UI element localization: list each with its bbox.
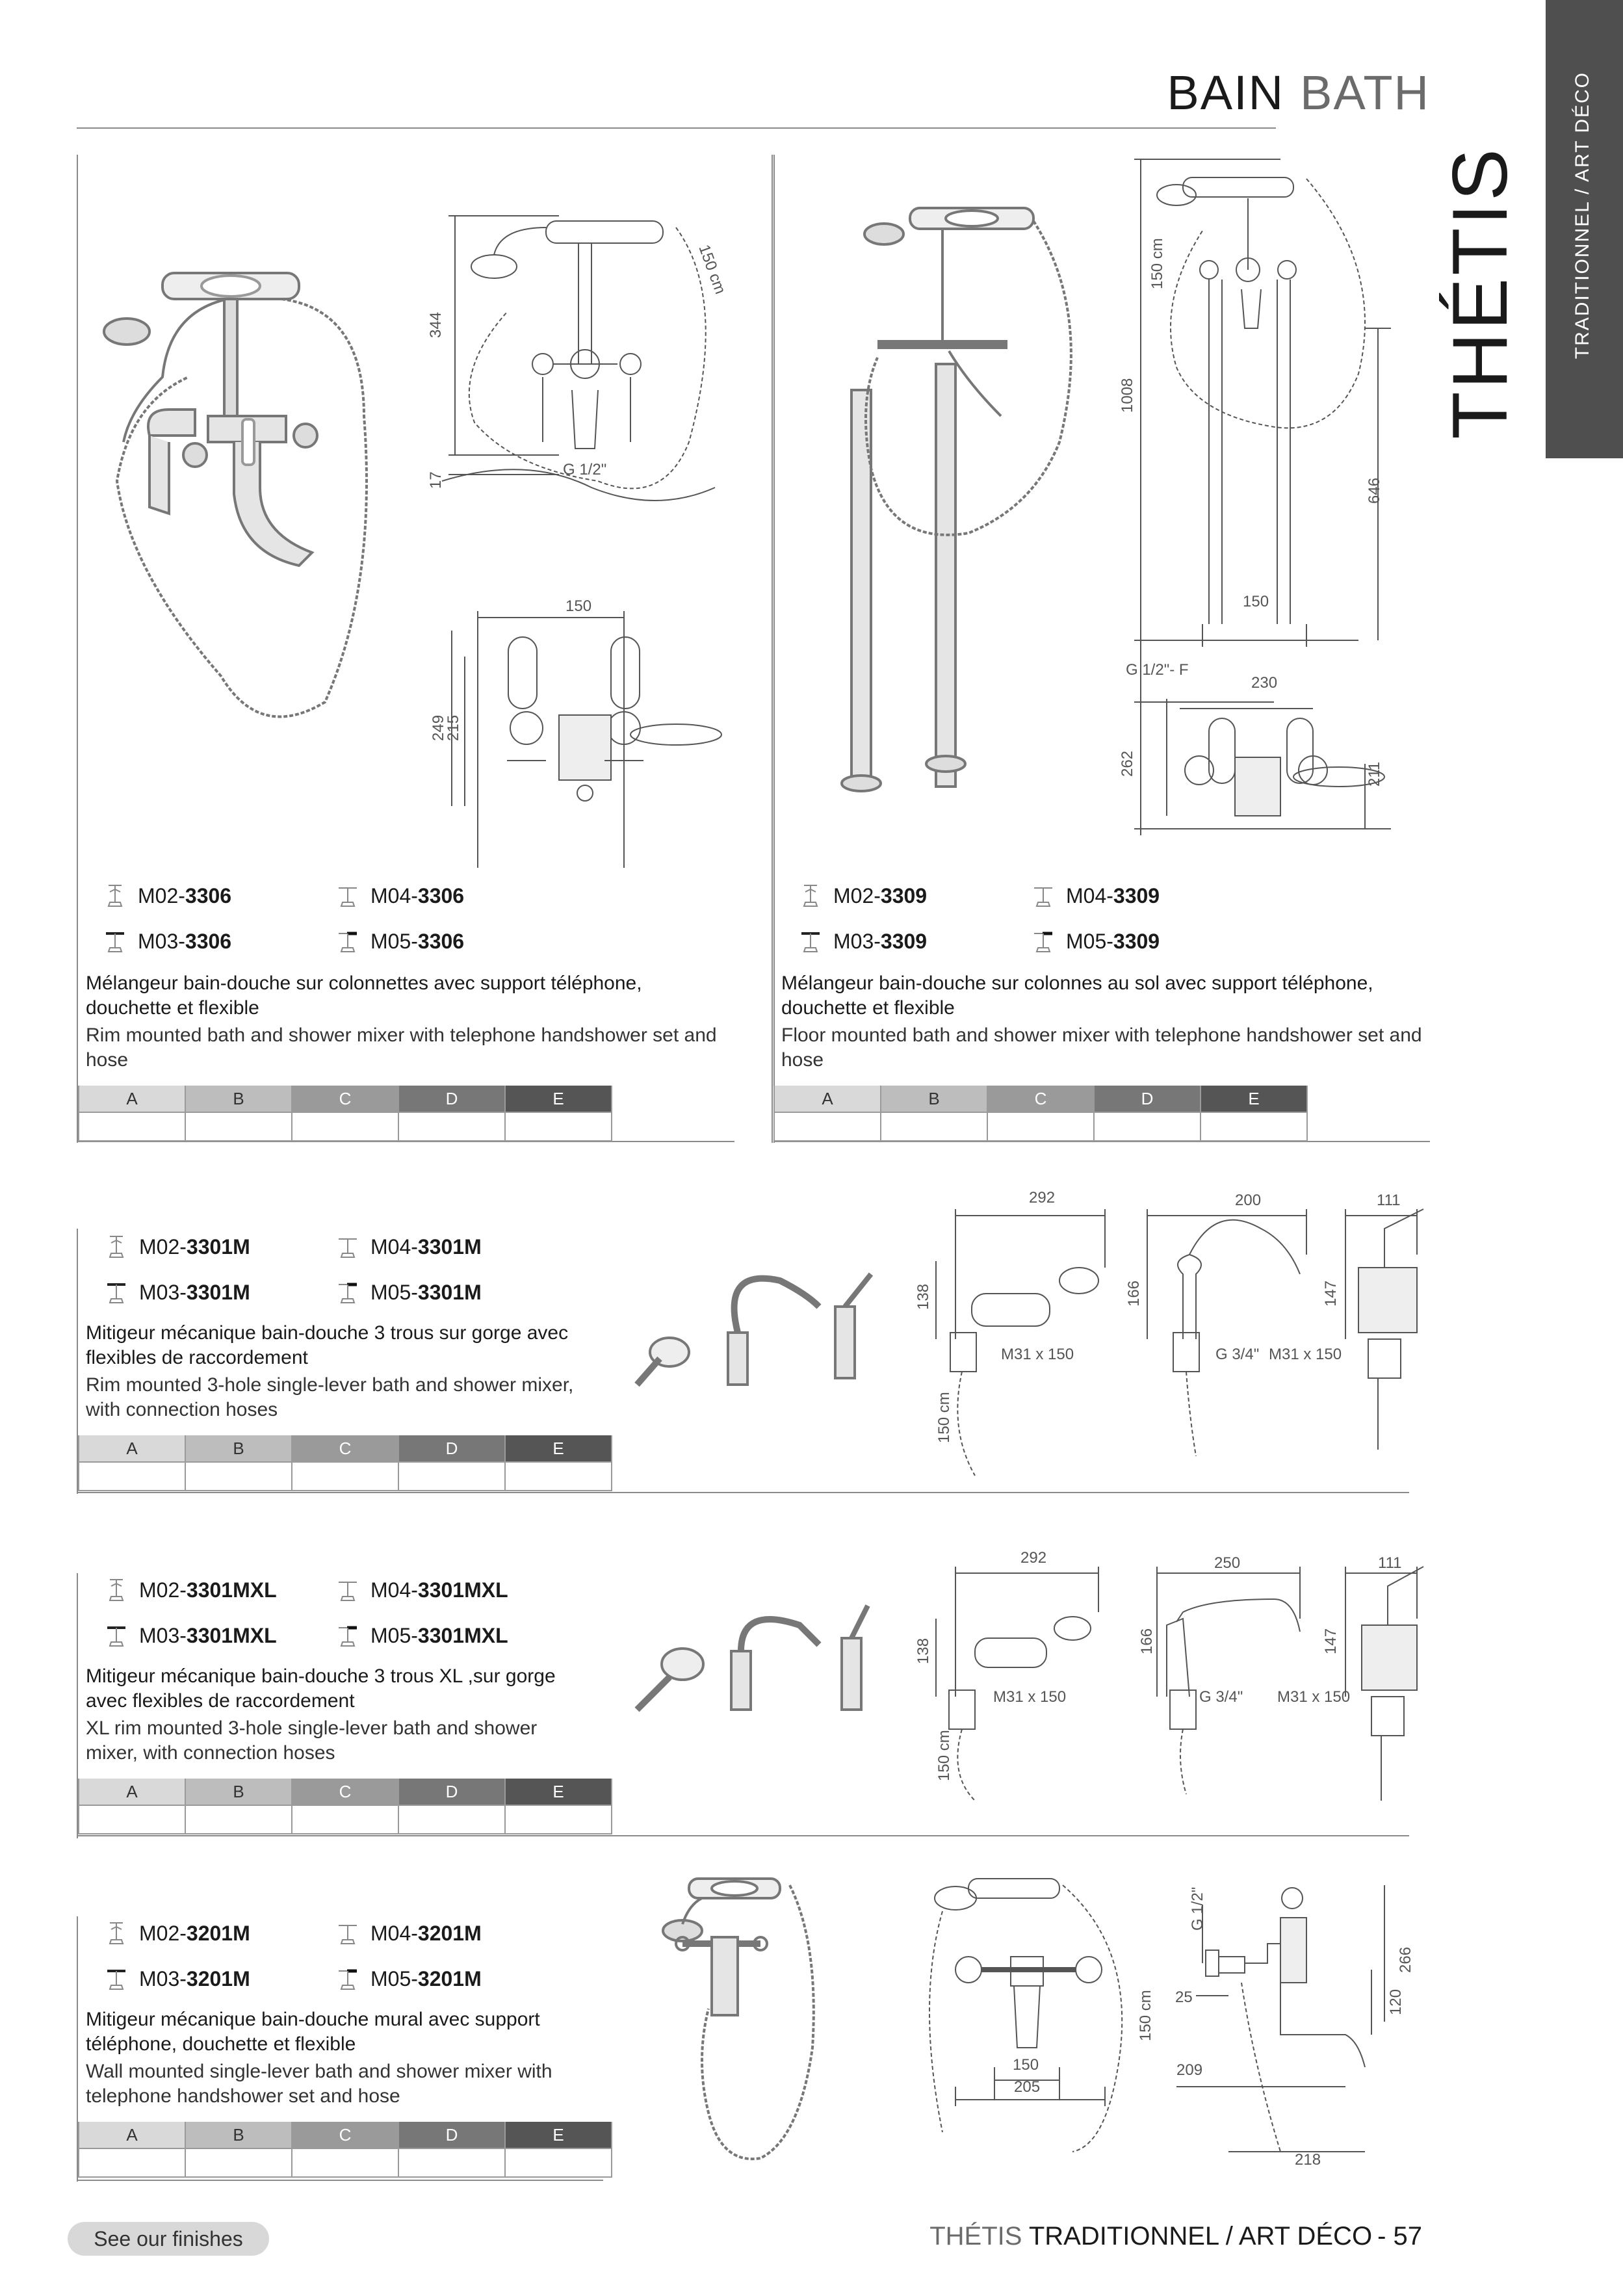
dim-m31: M31 x 150 xyxy=(1001,1346,1074,1363)
header-divider xyxy=(77,127,1276,129)
dim-147: 147 xyxy=(1322,1628,1340,1654)
code-m02: M02- 3306 xyxy=(104,883,231,909)
dim-150: 150 xyxy=(1013,2056,1039,2074)
dim-150: 150 xyxy=(1243,593,1269,610)
dim-m31b: M31 x 150 xyxy=(1277,1688,1351,1706)
code-m04: M04- 3301M xyxy=(337,1234,482,1260)
finish-icon-dark-lever xyxy=(104,928,126,954)
tech-drawing-3301m xyxy=(910,1183,1436,1482)
dim-646: 646 xyxy=(1366,477,1383,504)
dim-250: 250 xyxy=(1214,1554,1241,1572)
dim-200: 200 xyxy=(1235,1192,1262,1209)
product-codes-3301m xyxy=(105,1234,482,1325)
dim-166: 166 xyxy=(1125,1280,1143,1307)
finish-icon-lever xyxy=(337,1577,359,1603)
divider xyxy=(77,155,78,1143)
desc-fr: Mitigeur mécanique bain-douche 3 trous XL ,sur gorge avec flexibles de raccordement xyxy=(86,1665,556,1712)
code-m03: M03- 3306 xyxy=(104,928,231,954)
see-finishes-button[interactable]: See our finishes xyxy=(68,2222,269,2256)
dim-166: 166 xyxy=(1138,1628,1156,1654)
description-3301mxl xyxy=(86,1664,593,1766)
code-m04: M04- 3306 xyxy=(337,883,464,909)
dim-211: 211 xyxy=(1366,761,1383,787)
finish-icon-lever xyxy=(1032,883,1054,909)
side-tab-label: TRADITIONNEL / ART DÉCO xyxy=(1572,72,1593,359)
dim-150cm: 150 cm xyxy=(935,1392,953,1443)
finish-icon-dark-lever xyxy=(105,1623,127,1649)
finish-icon-chrome xyxy=(104,883,126,909)
code-m04: M04- 3301MXL xyxy=(337,1577,508,1603)
divider xyxy=(772,155,773,1143)
tech-drawing-3301mxl xyxy=(910,1541,1436,1814)
dim-m31: M31 x 150 xyxy=(993,1688,1067,1706)
desc-fr: Mitigeur mécanique bain-douche mural avec support téléphone, douchette et flexible xyxy=(86,2009,540,2055)
finish-icon-black-lever xyxy=(337,928,359,954)
finish-icon-lever xyxy=(337,1920,359,1946)
finish-icon-black-lever xyxy=(337,1279,359,1305)
dim-205: 205 xyxy=(1014,2078,1041,2096)
product-photo-3309 xyxy=(838,195,1098,819)
product-codes-3306 xyxy=(104,883,465,974)
dim-215: 215 xyxy=(445,714,462,741)
desc-fr: Mitigeur mécanique bain-douche 3 trous sur gorge avec flexibles de raccordement xyxy=(86,1322,569,1368)
divider xyxy=(77,1492,1409,1493)
finish-icon-black-lever xyxy=(337,1623,359,1649)
page-title xyxy=(1105,65,1430,120)
dim-150cm: 150 cm xyxy=(1149,238,1166,289)
code-m02: M02- 3301MXL xyxy=(105,1577,277,1603)
dim-150: 150 xyxy=(565,597,592,615)
dim-g12: G 1/2" xyxy=(1189,1886,1206,1931)
finish-icon-chrome xyxy=(105,1577,127,1603)
product-photo-3201m xyxy=(650,1866,884,2204)
dim-218: 218 xyxy=(1295,2151,1321,2169)
finish-icon-dark-lever xyxy=(799,928,822,954)
dim-1008: 1008 xyxy=(1119,378,1136,413)
desc-en: Wall mounted single-lever bath and shower mixer with telephone handshower set and hose xyxy=(86,2061,552,2107)
dim-g12: G 1/2" xyxy=(563,461,607,478)
code-m03: M03- 3201M xyxy=(105,1966,250,1992)
code-m05: M05- 3201M xyxy=(337,1966,482,1992)
description-3306 xyxy=(86,971,729,1073)
code-m03: M03- 3301M xyxy=(105,1279,250,1305)
finish-icon-black-lever xyxy=(337,1966,359,1992)
footer-collection: TRADITIONNEL / ART DÉCO xyxy=(1028,2222,1373,2250)
description-3201m xyxy=(86,2007,593,2109)
code-m05: M05- 3309 xyxy=(1032,928,1160,954)
dim-230: 230 xyxy=(1251,674,1278,692)
dim-262: 262 xyxy=(1119,750,1136,777)
title-en: BATH xyxy=(1300,66,1430,120)
code-m02: M02- 3301M xyxy=(105,1234,250,1260)
desc-fr: Mélangeur bain-douche sur colonnettes avec support téléphone, douchette et flexible xyxy=(86,972,642,1019)
product-photo-3301m xyxy=(611,1255,884,1404)
product-photo-3301mxl xyxy=(611,1586,884,1729)
code-m05: M05- 3301M xyxy=(337,1279,482,1305)
tech-drawing-3201m xyxy=(916,1872,1423,2171)
dim-17: 17 xyxy=(427,471,445,489)
dim-147: 147 xyxy=(1322,1280,1340,1307)
description-3301m xyxy=(86,1321,593,1422)
tech-drawing-3309 xyxy=(1118,153,1423,842)
dim-150cm: 150 cm xyxy=(1137,1990,1154,2041)
code-m02: M02- 3309 xyxy=(799,883,927,909)
finish-table: A B C D E xyxy=(78,1779,612,1834)
finish-table: A B C D E xyxy=(78,2122,612,2178)
brand-vertical: THÉTIS xyxy=(1436,146,1524,439)
dim-138: 138 xyxy=(915,1283,932,1310)
dim-120: 120 xyxy=(1387,1989,1405,2015)
finish-icon-lever xyxy=(337,883,359,909)
dim-138: 138 xyxy=(915,1637,932,1664)
tech-drawing-3306 xyxy=(429,208,734,806)
finish-icon-chrome xyxy=(105,1920,127,1946)
product-codes-3309 xyxy=(799,883,1160,974)
finish-icon-lever xyxy=(337,1234,359,1260)
dim-111: 111 xyxy=(1377,1192,1401,1209)
code-m03: M03- 3309 xyxy=(799,928,927,954)
code-m03: M03- 3301MXL xyxy=(105,1623,277,1649)
desc-en: Floor mounted bath and shower mixer with telephone handshower set and hose xyxy=(781,1024,1422,1071)
dim-209: 209 xyxy=(1176,2061,1203,2079)
dim-292: 292 xyxy=(1020,1549,1047,1567)
desc-en: XL rim mounted 3-hole single-lever bath and shower mixer, with connection hoses xyxy=(86,1717,538,1764)
dim-344: 344 xyxy=(427,311,445,338)
dim-150cm: 150 cm xyxy=(935,1730,953,1781)
dim-g12f: G 1/2"- F xyxy=(1126,661,1189,679)
code-m05: M05- 3306 xyxy=(337,928,464,954)
dim-266: 266 xyxy=(1397,1946,1414,1973)
product-codes-3201m xyxy=(105,1920,482,2011)
dim-g34: G 3/4" xyxy=(1199,1688,1243,1706)
dim-g34: G 3/4" xyxy=(1215,1346,1260,1363)
desc-fr: Mélangeur bain-douche sur colonnes au sol avec support téléphone, douchette et flexible xyxy=(781,972,1373,1019)
divider xyxy=(77,2180,603,2181)
code-m05: M05- 3301MXL xyxy=(337,1623,508,1649)
code-m04: M04- 3201M xyxy=(337,1920,482,1946)
finish-table: A B C D E xyxy=(78,1086,612,1141)
finish-icon-chrome xyxy=(799,883,822,909)
dim-25: 25 xyxy=(1175,1989,1193,2006)
page-number: - 57 xyxy=(1377,2222,1422,2250)
divider xyxy=(773,155,775,1143)
desc-en: Rim mounted 3-hole single-lever bath and shower mixer, with connection hoses xyxy=(86,1374,574,1420)
page-footer xyxy=(845,2222,1422,2251)
dim-249: 249 xyxy=(430,714,447,741)
code-m04: M04- 3309 xyxy=(1032,883,1160,909)
side-tab xyxy=(1546,0,1623,458)
dim-111: 111 xyxy=(1378,1554,1402,1572)
code-m02: M02- 3201M xyxy=(105,1920,250,1946)
description-3309 xyxy=(781,971,1425,1073)
finish-icon-black-lever xyxy=(1032,928,1054,954)
finish-icon-dark-lever xyxy=(105,1966,127,1992)
dim-292: 292 xyxy=(1029,1189,1056,1207)
product-codes-3301mxl xyxy=(105,1577,508,1668)
desc-en: Rim mounted bath and shower mixer with telephone handshower set and hose xyxy=(86,1024,717,1071)
finish-table: A B C D E xyxy=(773,1086,1308,1141)
dim-150cm: 150 cm xyxy=(695,242,729,297)
dim-m31b: M31 x 150 xyxy=(1269,1346,1342,1363)
footer-brand: THÉTIS xyxy=(929,2222,1022,2250)
divider xyxy=(77,1835,1409,1836)
finish-icon-chrome xyxy=(105,1234,127,1260)
title-fr: BAIN xyxy=(1167,66,1285,120)
product-photo-3306 xyxy=(91,247,416,741)
finish-table: A B C D E xyxy=(78,1435,612,1491)
finish-icon-dark-lever xyxy=(105,1279,127,1305)
